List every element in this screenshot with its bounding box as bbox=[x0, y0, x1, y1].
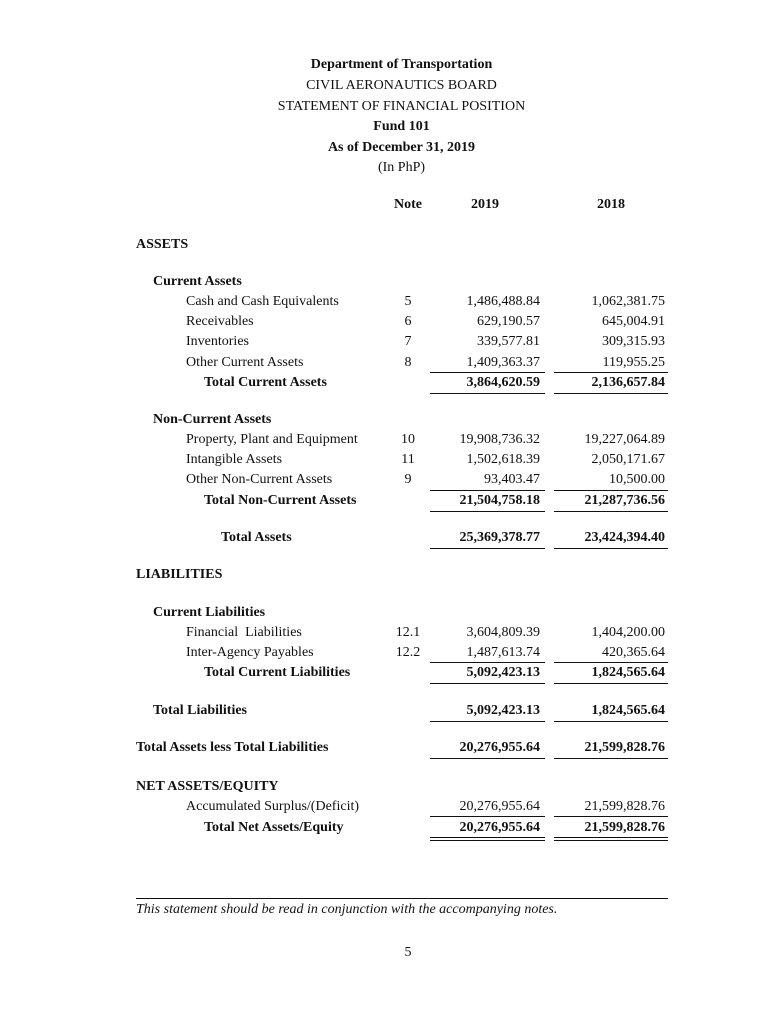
row-value-2018: 21,599,828.76 bbox=[584, 820, 665, 835]
footnote: This statement should be read in conjunction with the accompanying notes. bbox=[136, 902, 558, 917]
column-header-2018: 2018 bbox=[597, 197, 625, 212]
subtotal-rule bbox=[430, 372, 545, 373]
row-label: Property, Plant and Equipment bbox=[186, 432, 358, 447]
total-rule bbox=[554, 758, 668, 759]
row-value-2018: 420,365.64 bbox=[602, 645, 665, 660]
row-value-2018: 1,824,565.64 bbox=[591, 703, 665, 718]
row-value-2018: 21,287,736.56 bbox=[584, 493, 665, 508]
currency-label: (In PhP) bbox=[377, 160, 426, 175]
total-rule bbox=[430, 721, 545, 722]
row-value-2019: 20,276,955.64 bbox=[459, 740, 540, 755]
fund-title: Fund 101 bbox=[373, 119, 430, 134]
page-number: 5 bbox=[404, 945, 412, 960]
row-value-2018: 23,424,394.40 bbox=[584, 530, 665, 545]
row-value-2019: 21,504,758.18 bbox=[459, 493, 540, 508]
row-label: Intangible Assets bbox=[186, 452, 283, 467]
row-value-2018: 2,050,171.67 bbox=[591, 452, 665, 467]
total-rule bbox=[554, 511, 668, 512]
assets-heading: ASSETS bbox=[136, 237, 189, 252]
double-rule-bottom bbox=[554, 840, 668, 841]
current-assets-heading: Current Assets bbox=[153, 274, 242, 289]
row-value-2018: 21,599,828.76 bbox=[584, 740, 665, 755]
total-rule bbox=[430, 393, 545, 394]
subtotal-rule bbox=[554, 662, 668, 663]
row-note: 11 bbox=[401, 452, 415, 467]
subtotal-rule bbox=[554, 816, 668, 817]
double-rule-top bbox=[430, 837, 545, 838]
row-value-2019: 339,577.81 bbox=[477, 334, 540, 349]
row-label: Accumulated Surplus/(Deficit) bbox=[186, 799, 360, 814]
row-note: 7 bbox=[404, 334, 412, 349]
total-rule bbox=[554, 393, 668, 394]
column-header-note: Note bbox=[394, 197, 422, 212]
total-rule bbox=[430, 758, 545, 759]
row-label: Inter-Agency Payables bbox=[186, 645, 314, 660]
equity-heading: NET ASSETS/EQUITY bbox=[136, 779, 279, 794]
row-value-2018: 19,227,064.89 bbox=[584, 432, 665, 447]
subtotal-rule bbox=[554, 372, 668, 373]
row-value-2019: 93,403.47 bbox=[484, 472, 540, 487]
department-title: Department of Transportation bbox=[310, 57, 493, 72]
row-value-2018: 21,599,828.76 bbox=[584, 799, 665, 814]
row-label: Total Current Liabilities bbox=[204, 665, 351, 680]
row-note: 10 bbox=[401, 432, 415, 447]
row-value-2019: 19,908,736.32 bbox=[459, 432, 540, 447]
row-label: Other Current Assets bbox=[186, 355, 304, 370]
row-value-2019: 20,276,955.64 bbox=[459, 799, 540, 814]
row-label: Cash and Cash Equivalents bbox=[186, 294, 339, 309]
subtotal-rule bbox=[554, 490, 668, 491]
row-value-2019: 3,604,809.39 bbox=[466, 625, 540, 640]
subtotal-rule bbox=[430, 490, 545, 491]
row-value-2019: 3,864,620.59 bbox=[466, 375, 540, 390]
footnote-rule bbox=[136, 898, 668, 899]
date-title: As of December 31, 2019 bbox=[327, 140, 476, 155]
row-note: 8 bbox=[404, 355, 412, 370]
column-header-2019: 2019 bbox=[471, 197, 499, 212]
total-rule bbox=[554, 721, 668, 722]
row-label: Total Net Assets/Equity bbox=[204, 820, 344, 835]
current-liabilities-heading: Current Liabilities bbox=[153, 605, 266, 620]
row-note: 12.2 bbox=[395, 645, 421, 660]
row-value-2019: 1,502,618.39 bbox=[466, 452, 540, 467]
total-rule bbox=[430, 683, 545, 684]
row-value-2019: 5,092,423.13 bbox=[466, 703, 540, 718]
row-value-2019: 20,276,955.64 bbox=[459, 820, 540, 835]
row-value-2019: 629,190.57 bbox=[477, 314, 540, 329]
row-label: Total Liabilities bbox=[153, 703, 248, 718]
row-value-2018: 1,824,565.64 bbox=[591, 665, 665, 680]
total-rule bbox=[554, 548, 668, 549]
subtotal-rule bbox=[430, 662, 545, 663]
row-value-2018: 1,404,200.00 bbox=[591, 625, 665, 640]
subtotal-rule bbox=[430, 816, 545, 817]
total-rule bbox=[430, 511, 545, 512]
noncurrent-assets-heading: Non-Current Assets bbox=[153, 412, 272, 427]
row-value-2018: 645,004.91 bbox=[602, 314, 665, 329]
row-label: Other Non-Current Assets bbox=[186, 472, 333, 487]
row-value-2018: 1,062,381.75 bbox=[591, 294, 665, 309]
row-label: Financial Liabilities bbox=[186, 625, 302, 640]
row-value-2019: 5,092,423.13 bbox=[466, 665, 540, 680]
row-value-2019: 1,409,363.37 bbox=[466, 355, 540, 370]
double-rule-bottom bbox=[430, 840, 545, 841]
row-label: Total Assets bbox=[221, 530, 292, 545]
row-value-2018: 10,500.00 bbox=[609, 472, 665, 487]
row-note: 6 bbox=[404, 314, 412, 329]
row-label: Total Non-Current Assets bbox=[204, 493, 357, 508]
row-label: Inventories bbox=[186, 334, 249, 349]
agency-title: CIVIL AERONAUTICS BOARD bbox=[306, 78, 497, 93]
row-note: 9 bbox=[404, 472, 412, 487]
row-value-2018: 119,955.25 bbox=[602, 355, 665, 370]
row-value-2019: 25,369,378.77 bbox=[459, 530, 540, 545]
row-value-2019: 1,486,488.84 bbox=[466, 294, 540, 309]
row-label: Receivables bbox=[186, 314, 254, 329]
total-rule bbox=[430, 548, 545, 549]
row-value-2018: 2,136,657.84 bbox=[591, 375, 665, 390]
row-note: 12.1 bbox=[395, 625, 421, 640]
liabilities-heading: LIABILITIES bbox=[136, 567, 223, 582]
row-label: Total Assets less Total Liabilities bbox=[136, 740, 329, 755]
row-note: 5 bbox=[404, 294, 412, 309]
total-rule bbox=[554, 683, 668, 684]
statement-title: STATEMENT OF FINANCIAL POSITION bbox=[277, 99, 526, 114]
row-value-2019: 1,487,613.74 bbox=[466, 645, 540, 660]
row-label: Total Current Assets bbox=[204, 375, 327, 390]
row-value-2018: 309,315.93 bbox=[602, 334, 665, 349]
double-rule-top bbox=[554, 837, 668, 838]
